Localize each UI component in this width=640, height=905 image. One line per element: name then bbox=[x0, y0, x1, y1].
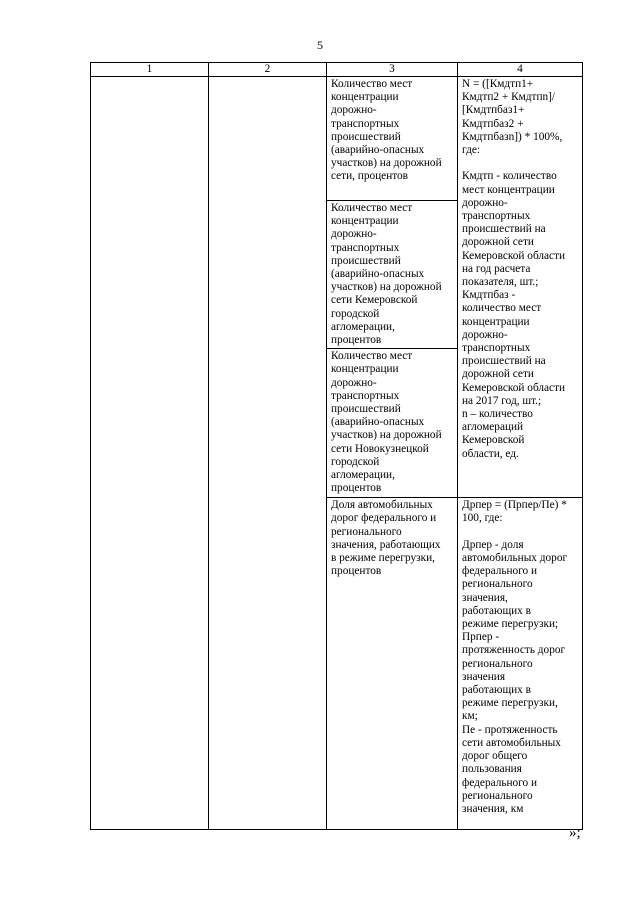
indicator-cell bbox=[327, 201, 458, 349]
column-header-4: 4 bbox=[458, 63, 583, 77]
column-header-3: 3 bbox=[327, 63, 458, 77]
formula-text: N = ([Кмдтп1+ Кмдтп2 + Кмдтпn]/ [Кмдтпбаз1+ Кмдтпбаз2 + Кмдтпбазn]) * 100%, где: Кмдтп - количество мест концентрации дорожно- транспортных происшествий на дорожной сети Кемеровской области на год расчета показателя, шт.; Кмдтпбаз - количество мест концентрации дорожно- транспортных происшествий на дорожной сети Кемеровской области на 2017 год, шт.; n – количество агломераций Кемеровской области, ед. bbox=[462, 78, 566, 460]
closing-quote-mark: »; bbox=[569, 825, 581, 841]
indicator-text: Количество мест концентрации дорожно- транспортных происшествий (аварийно-опасных участков) на дорожной сети, процентов bbox=[331, 78, 442, 183]
table-row bbox=[91, 77, 583, 201]
indicator-cell bbox=[327, 349, 458, 498]
indicator-text: Количество мест концентрации дорожно- транспортных происшествий (аварийно-опасных участков) на дорожной сети Кемеровской городской агломерации, процентов bbox=[331, 202, 442, 347]
table-header-row bbox=[91, 63, 583, 77]
indicator-cell bbox=[327, 498, 458, 830]
indicator-cell bbox=[327, 77, 458, 201]
empty-cell-col1 bbox=[91, 77, 209, 830]
empty-cell-col2 bbox=[209, 77, 327, 830]
column-header-2: 2 bbox=[209, 63, 327, 77]
formula-cell bbox=[458, 498, 583, 830]
indicator-text: Количество мест концентрации дорожно- транспортных происшествий (аварийно-опасных участков) на дорожной сети Новокузнецкой городской агломерации, процентов bbox=[331, 350, 442, 495]
column-header-1: 1 bbox=[91, 63, 209, 77]
formula-cell bbox=[458, 77, 583, 498]
indicator-text: Доля автомобильных дорог федерального и регионального значения, работающих в режиме перегрузки, процентов bbox=[331, 499, 441, 578]
formula-text: Дрпер = (Прпер/Пе) * 100, где: Дрпер - доля автомобильных дорог федерального и регионального значения, работающих в режиме перегрузки; Прпер - протяженность дорог регионального значения работающих в режиме перегрузки, км; Пе - протяженность сети автомобильных дорог общего пользования федерального и регионального значения, км bbox=[462, 499, 568, 815]
page-number: 5 bbox=[317, 38, 323, 52]
indicators-table bbox=[90, 62, 583, 830]
